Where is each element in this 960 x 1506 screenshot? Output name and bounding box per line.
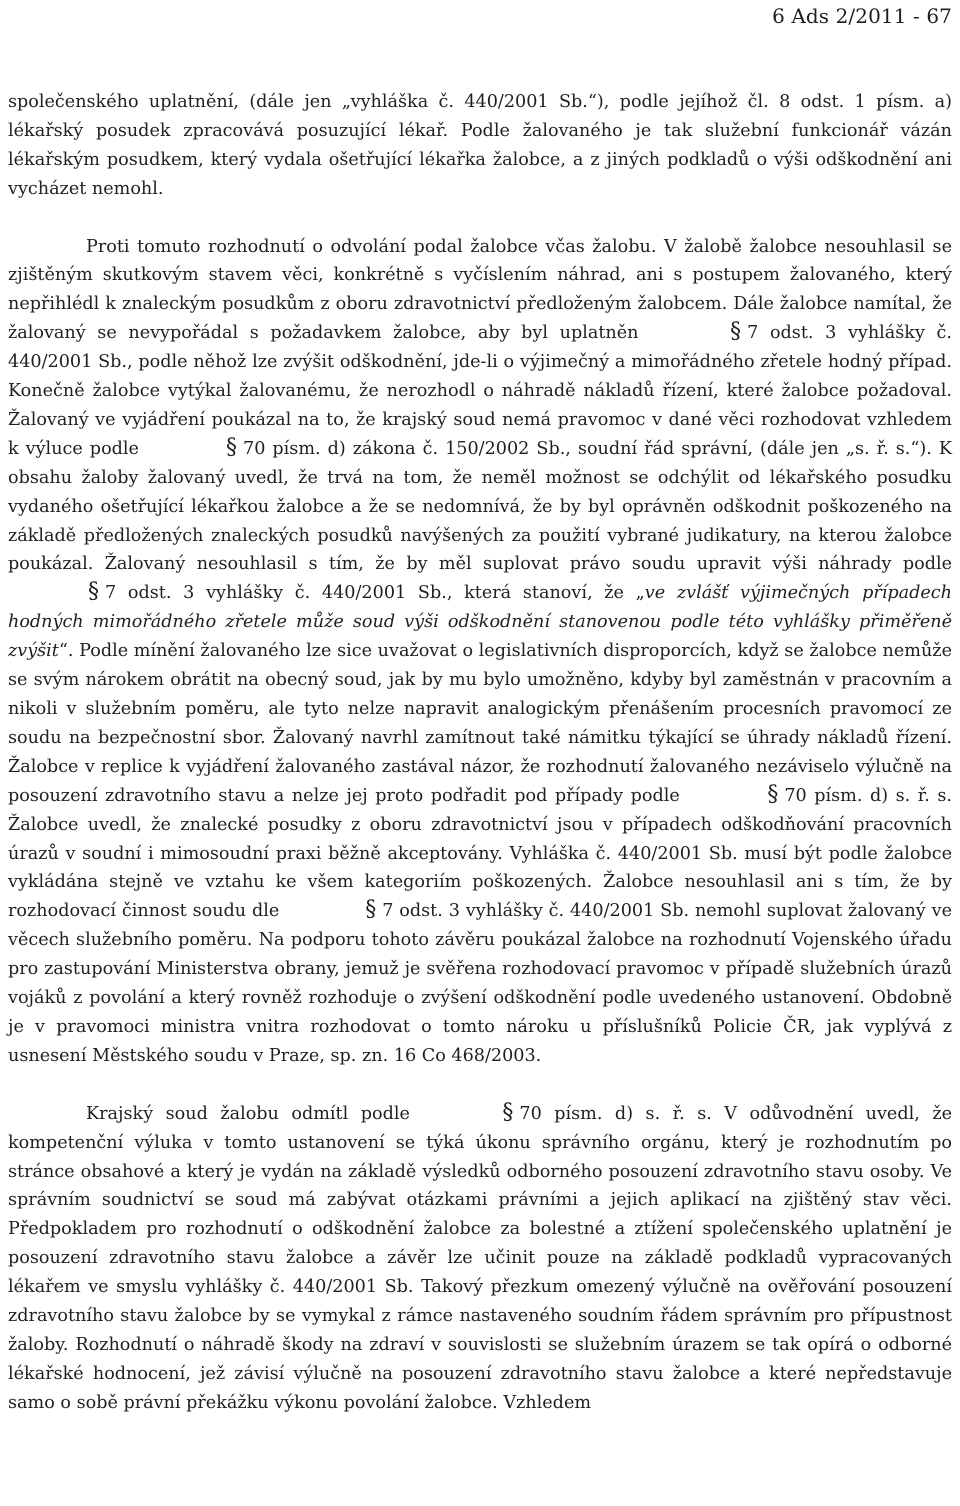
regulation-quote: ve zvlášť výjimečných případech hodných mimořádného zřetele může soud výši odškodnění stanovenou podle této vyhlášky přiměřeně zvýšit [8,583,952,662]
paragraph-3 [8,1100,952,1418]
section-sign-icon: § [365,897,377,923]
paragraph-2 [8,233,952,1071]
section-sign-icon: § [226,434,237,460]
paragraph-1-text: společenského uplatnění, (dále jen „vyhláška č. 440/2001 Sb.“), podle jejíhož čl. 8 odst. 1 písm. a) lékařský posudek zpracovává posuzující lékař. Podle žalovaného je tak služební funkcionář vázán lékařským posudkem, který vydala ošetřující lékařka žalobce, a z jiných podkladů o výši odškodnění ani vycházet nemohl. [8,92,952,199]
paragraph-2-text-5: “. Podle mínění žalovaného lze sice uvažovat o legislativních disproporcích, když se žalobce nemůže se svým nárokem obrátit na obecný soud, jak by mu bylo umožněno, kdyby byl zaměstnán v pracovním a nikoli v služebním poměru, ale tyto nelze napravit analogickým přenášením procesních pravomocí ze soudu na bezpečnostní sbor. Žalovaný navrhl zamítnout také námitku týkající se úhrady nákladů řízení. Žalobce v replice k vyjádření žalovaného zastával názor, že rozhodnutí žalovaného nezáviselo výlučně na posouzení zdravotního stavu a nelze jej proto podřadit pod případy podle [8,641,952,806]
paragraph-2-text-4: 7 odst. 3 vyhlášky č. 440/2001 Sb., která stanoví, že „ [105,583,645,604]
page-number-header: 6 Ads 2/2011 - 67 [772,4,952,28]
section-sign-icon: § [730,319,742,345]
section-sign-icon: § [767,781,779,807]
paragraph-2-text-6: 70 písm. d) s. ř. s. Žalobce uvedl, že znalecké posudky z oboru zdravotnictví jsou v případech odškodňování pracovních úrazů v soudní i mimosoudní praxi běžně akceptovány. Vyhláška č. 440/2001 Sb. musí být podle žalobce vykládána stejně ve vztahu ke všem kategoriím poškozených. Žalobce nesouhlasil ani s tím, že by rozhodovací činnost soudu dle [8,785,952,922]
paragraph-3-text-1: Krajský soud žalobu odmítl podle [86,1103,410,1124]
section-sign-icon: § [88,579,99,605]
paragraph-1 [8,88,952,204]
paragraph-2-text-7: 7 odst. 3 vyhlášky č. 440/2001 Sb. nemohl suplovat žalovaný ve věcech služebního poměru. Na podporu tohoto závěru poukázal žalobce na rozhodnutí Vojenského úřadu pro zastupování Ministerstva obrany, jemuž je svěřena rozhodovací pravomoc v případě služebních úrazů vojáků z povolání a který rovněž rozhoduje o zvýšení odškodnění podle uvedeného ustanovení. Obdobně je v pravomoci ministra vnitra rozhodovat o tomto nároku u příslušníků Policie ČR, jak vyplývá z usnesení Městského soudu v Praze, sp. zn. 16 Co 468/2003. [8,901,952,1066]
paragraph-2-text-1: Proti tomuto rozhodnutí o odvolání podal žalobce včas žalobu. V žalobě žalobce nesouhlasil se zjištěným skutkovým stavem věci, konkrétně s vyčíslením náhrad, ani s postupem žalovaného, který nepřihlédl k znaleckým posudkům z oboru zdravotnictví předloženým žalobcem. Dále žalobce namítal, že žalovaný se nevypořádal s požadavkem žalobce, aby byl uplatněn [8,236,952,344]
section-sign-icon: § [502,1099,514,1125]
document-body [8,88,952,1418]
paragraph-3-text-2: 70 písm. d) s. ř. s. V odůvodnění uvedl, že kompetenční výluka v tomto ustanovení se týká úkonu správního orgánu, který je rozhodnutím po stránce obsahové a který je vydán na základě výsledků odborného posouzení zdravotního stavu osoby. Ve správním soudnictví se soud má zabývat otázkami právními a jejich aplikací na zjištěný stav věci. Předpokladem pro rozhodnutí o odškodnění žalobce za bolestné a ztížení společenského uplatnění je posouzení zdravotního stavu žalobce a závěr lze učinit pouze na základě podkladů vypracovaných lékařem ve smyslu vyhlášky č. 440/2001 Sb. Takový přezkum omezený výlučně na ověřování posouzení zdravotního stavu žalobce by se vymykal z rámce nastaveného soudním řádem správním pro přípustnost žaloby. Rozhodnutí o náhradě škody na zdraví v souvislosti se služebním úrazem se tak opírá o odborné lékařské hodnocení, jež závisí výlučně na posouzení zdravotního stavu žalobce a které nepředstavuje samo o sobě právní překážku výkonu povolání žalobce. Vzhledem [8,1103,952,1413]
paragraph-2-text-2: 7 odst. 3 vyhlášky č. 440/2001 Sb., podle něhož lze zvýšit odškodnění, jde-li o výjimečný a mimořádného zřetele hodný případ. Konečně žalobce vytýkal žalovanému, že nerozhodl o náhradě nákladů řízení, které žalobce požadoval. Žalovaný ve vyjádření poukázal na to, že krajský soud nemá pravomoc v dané věci rozhodovat vzhledem k výluce podle [8,323,952,459]
paragraph-2-text-3: 70 písm. d) zákona č. 150/2002 Sb., soudní řád správní, (dále jen „s. ř. s.“). K obsahu žaloby žalovaný uvedl, že trvá na tom, že neměl možnost se odchýlit od lékařského posudku vydaného ošetřující lékařkou žalobce a že se nedomnívá, že by byl oprávněn odškodnit poškozeného na základě předložených znaleckých posudků navýšených za použití vybrané judikatury, na kterou žalobce poukázal. Žalovaný nesouhlasil s tím, že by měl suplovat právo soudu upravit výši náhrady podle [8,438,952,575]
